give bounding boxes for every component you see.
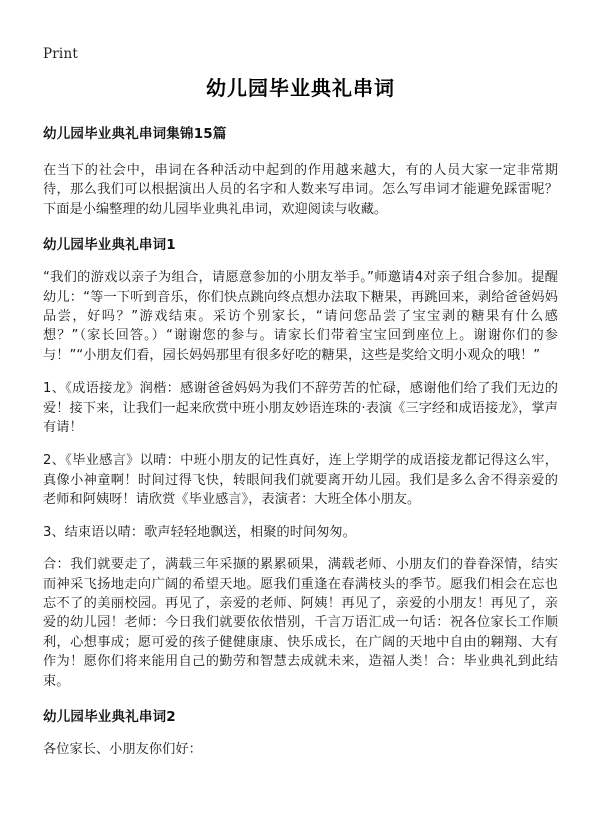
document-body — [43, 74, 558, 773]
intro-paragraph: 在当下的社会中，串词在各种活动中起到的作用越来越大，有的人员大家一定非常期待，那么我们可以根据演出人员的名字和人数来写串词。怎么写串词才能避免踩雷呢？下面是小编整理的幼儿园毕业典礼串词，欢迎阅读与收藏。 — [43, 163, 558, 217]
document-subheading: 幼儿园毕业典礼串词集锦15篇 — [43, 126, 227, 142]
print-link[interactable]: Print — [43, 46, 78, 62]
section1-paragraph-1: “我们的游戏以亲子为组合，请愿意参加的小朋友举手。”师邀请4对亲子组合参加。提醒幼儿：“等一下听到音乐，你们快点跳向终点想办法取下糖果，再跳回来，剥给爸爸妈妈品尝，好吗？”游戏结束。采访个别家长，“请问您品尝了宝宝剥的糖果有什么感想？”（家长回答。）“谢谢您的参与。请家长们带着宝宝回到座位上。谢谢你们的参与！”“小朋友们看，园长妈妈那里有很多好吃的糖果，这些是奖给文明小观众的哦！” — [43, 270, 558, 363]
section-heading-1: 幼儿园毕业典礼串词1 — [43, 237, 176, 254]
section1-paragraph-5: 合：我们就要走了，满载三年采撷的累累硕果，满载老师、小朋友们的眷眷深情，结实而神采飞扬地走向广阔的希望天地。愿我们重逢在春满枝头的季节。愿我们相会在忘也忘不了的美丽校园。再见了，亲爱的老师、阿姨！再见了，亲爱的小朋友！再见了，亲爱的幼儿园！老师：今日我们就要依依惜别，千言万语汇成一句话：祝各位家长工作顺利，心想事成；愿可爱的孩子健健康康、快乐成长，在广阔的天地中自由的翱翔、大有作为！愿你们将来能用自己的勤劳和智慧去成就未来，造福人类！合：毕业典礼到此结束。 — [43, 557, 558, 689]
section1-paragraph-4: 3、结束语以晴：歌声轻轻地飘送，相聚的时间匆匆。 — [43, 524, 356, 540]
section2-paragraph-1: 各位家长、小朋友你们好： — [43, 741, 202, 757]
section-heading-2: 幼儿园毕业典礼串词2 — [43, 708, 176, 725]
page-title: 幼儿园毕业典礼串词 — [206, 76, 395, 100]
section1-paragraph-2: 1、《成语接龙》润楷：感谢爸爸妈妈为我们不辞劳苦的忙碌，感谢他们给了我们无边的爱！接下来，让我们一起来欣赏中班小朋友妙语连珠的·表演《三字经和成语接龙》，掌声有请！ — [43, 381, 558, 436]
section1-paragraph-3: 2、《毕业感言》以晴：中班小朋友的记性真好，连上学期学的成语接龙都记得这么牢，真像小神童啊！时间过得飞快，转眼间我们就要离开幼儿园。我们是多么舍不得亲爱的老师和阿姨呀！请欣赏《毕业感言》，表演者：大班全体小朋友。 — [43, 453, 558, 508]
